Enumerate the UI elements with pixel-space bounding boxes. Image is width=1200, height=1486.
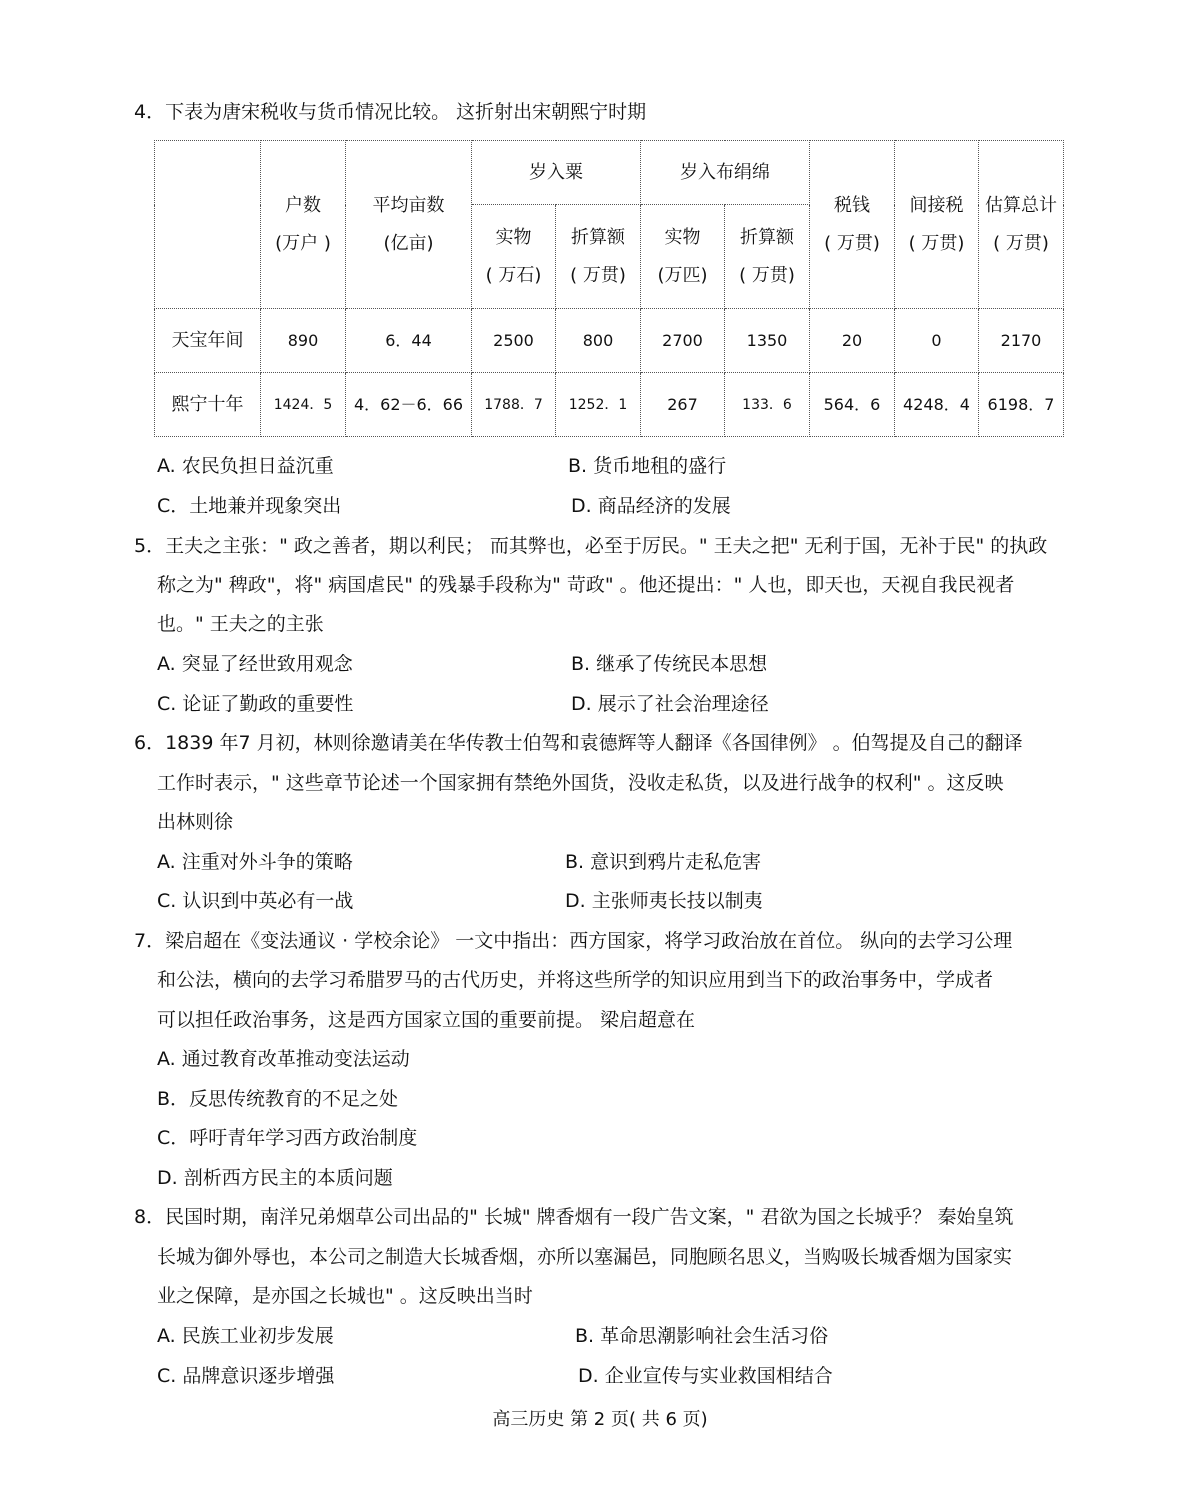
header-cloth-conv: 折算额 ( 万贯) bbox=[725, 205, 810, 309]
q5-stem-line: 5．王夫之主张：" 政之善者，期以利民； 而其弊也，必至于厉民。" 王夫之把" 无利于国，无补于民" 的执政 bbox=[134, 535, 1048, 557]
table-cell: 267 bbox=[641, 373, 725, 437]
table-cell: 6198．7 bbox=[979, 373, 1064, 437]
table-cell: 133．6 bbox=[725, 373, 810, 437]
q6-option-b[interactable]: B. 意识到鸦片走私危害 bbox=[565, 851, 762, 873]
header-grain: 岁入粟 bbox=[472, 141, 641, 205]
q4-option-d[interactable]: D. 商品经济的发展 bbox=[571, 495, 731, 517]
q6-option-c[interactable]: C. 认识到中英必有一战 bbox=[157, 890, 354, 912]
table-cell: 1252．1 bbox=[556, 373, 641, 437]
header-cloth: 岁入布绢绵 bbox=[641, 141, 810, 205]
q7-stem-line: 可以担任政治事务，这是西方国家立国的重要前提。 梁启超意在 bbox=[157, 1009, 696, 1031]
table-cell: 4248．4 bbox=[895, 373, 979, 437]
q8-stem-line: 8．民国时期，南洋兄弟烟草公司出品的" 长城" 牌香烟有一段广告文案，" 君欲为国之长城乎？ 秦始皇筑 bbox=[134, 1206, 1014, 1228]
header-households: 户数 (万户 ) bbox=[261, 141, 346, 309]
table-cell: 6．44 bbox=[346, 309, 472, 373]
q7-option-b[interactable]: B．反思传统教育的不足之处 bbox=[157, 1088, 399, 1110]
q5-option-d[interactable]: D. 展示了社会治理途径 bbox=[571, 693, 769, 715]
q8-stem-line: 业之保障，是亦国之长城也" 。这反映出当时 bbox=[157, 1285, 533, 1307]
table-row bbox=[155, 373, 1064, 437]
q5-option-b[interactable]: B. 继承了传统民本思想 bbox=[571, 653, 768, 675]
header-grain-real: 实物 ( 万石) bbox=[472, 205, 556, 309]
q7-option-d[interactable]: D. 剖析西方民主的本质问题 bbox=[157, 1167, 393, 1189]
table-cell: 1350 bbox=[725, 309, 810, 373]
q4-option-b[interactable]: B. 货币地租的盛行 bbox=[568, 455, 727, 477]
row-label: 天宝年间 bbox=[155, 309, 261, 373]
q8-option-b[interactable]: B. 革命思潮影响社会生活习俗 bbox=[575, 1325, 829, 1347]
q8-option-c[interactable]: C. 品牌意识逐步增强 bbox=[157, 1365, 335, 1387]
table-cell: 20 bbox=[810, 309, 895, 373]
q6-option-a[interactable]: A. 注重对外斗争的策略 bbox=[157, 851, 353, 873]
q5-option-a[interactable]: A. 突显了经世致用观念 bbox=[157, 653, 353, 675]
table-cell: 890 bbox=[261, 309, 346, 373]
table-cell: 564．6 bbox=[810, 373, 895, 437]
header-total: 估算总计 ( 万贯) bbox=[979, 141, 1064, 309]
table-cell: 0 bbox=[895, 309, 979, 373]
table-cell: 2700 bbox=[641, 309, 725, 373]
q7-option-a[interactable]: A. 通过教育改革推动变法运动 bbox=[157, 1048, 410, 1070]
table-cell: 4．62－6．66 bbox=[346, 373, 472, 437]
q8-stem-line: 长城为御外辱也，本公司之制造大长城香烟，亦所以塞漏邑，同胞顾名思义，当购吸长城香烟为国家实 bbox=[157, 1246, 1013, 1268]
q4-stem: 4．下表为唐宋税收与货币情况比较。 这折射出宋朝熙宁时期 bbox=[134, 101, 647, 123]
q4-option-c[interactable]: C．土地兼并现象突出 bbox=[157, 495, 342, 517]
header-cloth-real: 实物 (万匹) bbox=[641, 205, 725, 309]
header-grain-conv: 折算额 ( 万贯) bbox=[556, 205, 641, 309]
q7-stem-line: 7．梁启超在《变法通议 · 学校余论》 一文中指出：西方国家，将学习政治放在首位。 纵向的去学习公理 bbox=[134, 930, 1013, 952]
table-cell: 1788．7 bbox=[472, 373, 556, 437]
q5-stem-line: 也。" 王夫之的主张 bbox=[157, 613, 324, 635]
q7-stem-line: 和公法，横向的去学习希腊罗马的古代历史，并将这些所学的知识应用到当下的政治事务中，学成者 bbox=[157, 969, 994, 991]
header-indirect-tax: 间接税 ( 万贯) bbox=[895, 141, 979, 309]
q5-option-c[interactable]: C. 论证了勤政的重要性 bbox=[157, 693, 354, 715]
q8-option-a[interactable]: A. 民族工业初步发展 bbox=[157, 1325, 334, 1347]
tax-currency-table bbox=[154, 140, 1064, 437]
table-cell: 1424．5 bbox=[261, 373, 346, 437]
header-avg-mu: 平均亩数 (亿亩) bbox=[346, 141, 472, 309]
q5-stem-line: 称之为" 稗政"，将" 病国虐民" 的残暴手段称为" 苛政" 。他还提出：" 人也，即天也，天视自我民视者 bbox=[157, 574, 1015, 596]
q6-stem-line: 6．1839 年7 月初，林则徐邀请美在华传教士伯驾和袁德辉等人翻译《各国律例》 。伯驾提及自己的翻译 bbox=[134, 732, 1023, 754]
table-cell: 2500 bbox=[472, 309, 556, 373]
q8-option-d[interactable]: D. 企业宣传与实业救国相结合 bbox=[578, 1365, 833, 1387]
table-cell: 2170 bbox=[979, 309, 1064, 373]
header-empty-cell bbox=[155, 141, 261, 309]
q7-option-c[interactable]: C．呼吁青年学习西方政治制度 bbox=[157, 1127, 418, 1149]
q6-option-d[interactable]: D. 主张师夷长技以制夷 bbox=[565, 890, 763, 912]
table-cell: 800 bbox=[556, 309, 641, 373]
q6-stem-line: 工作时表示，" 这些章节论述一个国家拥有禁绝外国货，没收走私货，以及进行战争的权利" 。这反映 bbox=[157, 772, 1004, 794]
table-row bbox=[155, 309, 1064, 373]
q6-stem-line: 出林则徐 bbox=[157, 811, 234, 833]
row-label: 熙宁十年 bbox=[155, 373, 261, 437]
q4-option-a[interactable]: A. 农民负担日益沉重 bbox=[157, 455, 334, 477]
page-footer: 高三历史 第 2 页( 共 6 页) bbox=[492, 1409, 708, 1430]
header-tax-cash: 税钱 ( 万贯) bbox=[810, 141, 895, 309]
